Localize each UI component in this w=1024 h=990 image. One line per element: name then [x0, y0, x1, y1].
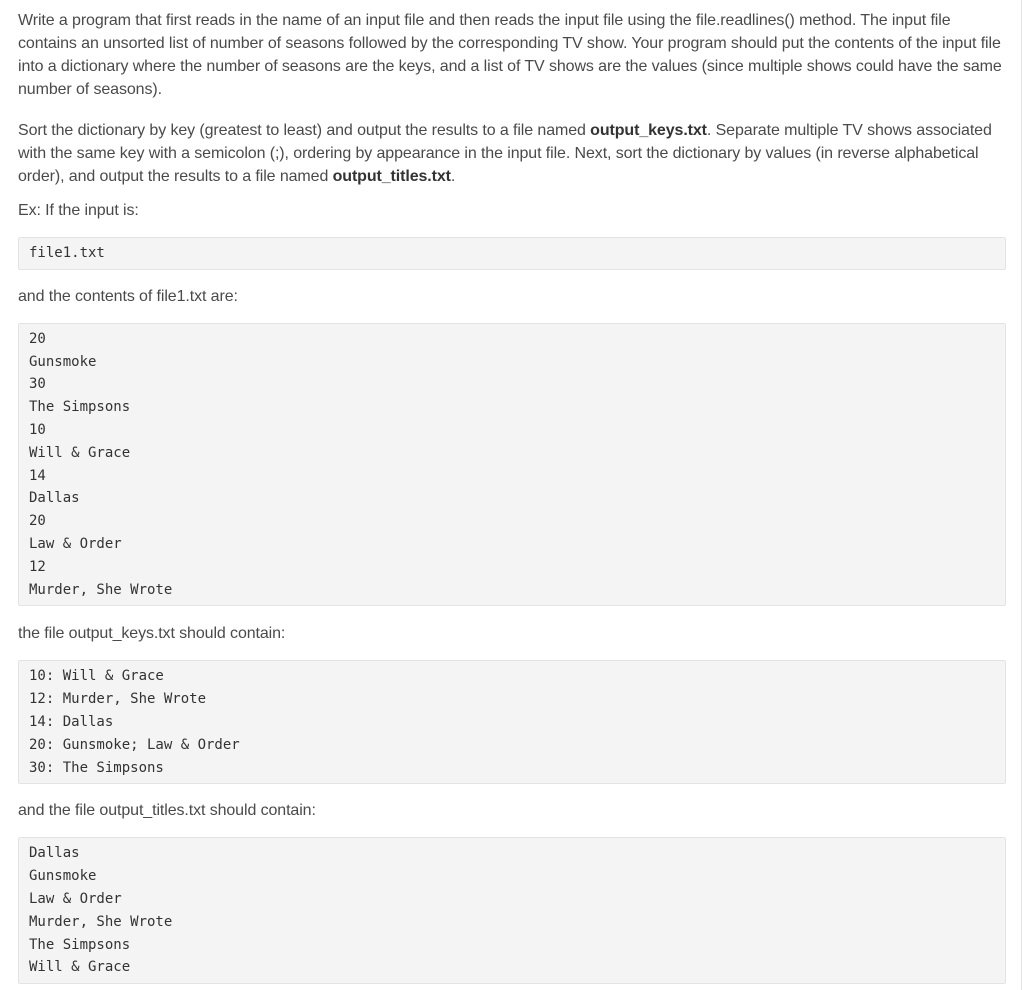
- code-line: 14: [29, 467, 46, 484]
- intro-paragraph: Write a program that first reads in the name of an input file and then reads the input file using the file.readlines() method. The input file contains an unsorted list of number of seasons followed by the corresponding TV show. Your program should put the contents of the input file into a dictionary where the number of seasons are the keys, and a list of TV shows are the values (since multiple shows could have the same number of seasons).: [18, 12, 1002, 98]
- problem-statement: [18, 0, 1006, 984]
- sort-text-part1: Sort the dictionary by key (greatest to least) and output the results to a file named: [18, 122, 591, 139]
- code-line: Law & Order: [29, 535, 122, 552]
- code-line: Dallas: [29, 845, 80, 862]
- code-line: 14: Dallas: [29, 713, 114, 730]
- code-line: The Simpsons: [29, 399, 131, 416]
- sort-text-part2: . Separate multiple TV shows associated with the same key with a semicolon (;), ordering by appearance in the input file. Next, sort the dictionary by values (in reverse alphabetical order), and output the results to a file named: [18, 122, 992, 185]
- output-keys-code-block: [18, 660, 1006, 784]
- sort-paragraph: [18, 119, 1006, 188]
- code-line: 12: Murder, She Wrote: [29, 691, 207, 708]
- code-line: Will & Grace: [29, 444, 131, 461]
- code-line: 10: [29, 421, 46, 438]
- code-line: 30: [29, 376, 46, 393]
- input-filename-code-block: [18, 237, 1006, 270]
- code-line: Murder, She Wrote: [29, 581, 173, 598]
- example-label: Ex: If the input is:: [18, 202, 139, 219]
- output-titles-code-block: [18, 837, 1006, 984]
- code-line: 20: Gunsmoke; Law & Order: [29, 736, 240, 753]
- output-titles-filename: output_titles.txt: [332, 168, 451, 185]
- code-line: file1.txt: [29, 245, 105, 261]
- code-line: 30: The Simpsons: [29, 759, 164, 776]
- code-line: Gunsmoke: [29, 868, 97, 885]
- code-line: Will & Grace: [29, 959, 131, 976]
- content-border: [1021, 0, 1022, 990]
- code-line: 10: Will & Grace: [29, 668, 164, 685]
- code-line: Murder, She Wrote: [29, 913, 173, 930]
- contents-label: and the contents of file1.txt are:: [18, 287, 238, 305]
- code-line: 12: [29, 558, 46, 575]
- output-keys-label: the file output_keys.txt should contain:: [18, 625, 286, 643]
- code-line: The Simpsons: [29, 936, 131, 953]
- code-line: Gunsmoke: [29, 353, 97, 370]
- output-titles-label: and the file output_titles.txt should contain:: [18, 802, 316, 820]
- code-line: 20: [29, 513, 46, 530]
- sort-text-part3: .: [450, 168, 456, 185]
- file-contents-code-block: [18, 323, 1006, 607]
- code-line: Law & Order: [29, 890, 122, 907]
- code-line: Dallas: [29, 490, 80, 507]
- output-keys-filename: output_keys.txt: [590, 122, 707, 139]
- code-line: 20: [29, 330, 46, 347]
